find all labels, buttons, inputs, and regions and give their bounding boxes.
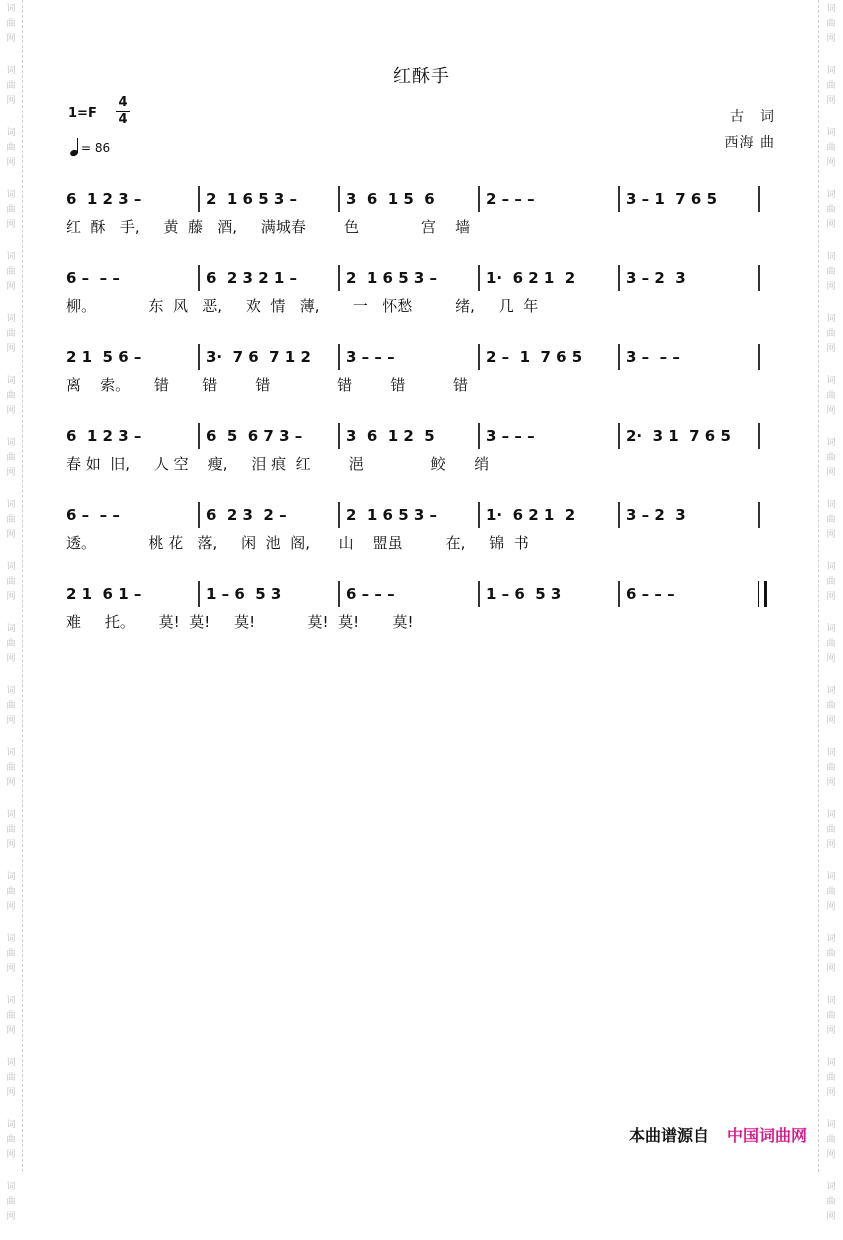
score-line — [66, 265, 778, 344]
right-watermark-strip — [818, 0, 843, 1222]
watermark-char: 网 — [826, 158, 836, 168]
watermark-block — [0, 806, 22, 868]
notes-row — [66, 502, 778, 532]
measure: 6 – – – — [626, 585, 675, 603]
watermark-char: 曲 — [826, 81, 836, 91]
watermark-char: 词 — [6, 252, 16, 262]
barline — [478, 502, 480, 528]
watermark-char: 网 — [826, 282, 836, 292]
watermark-char: 词 — [6, 686, 16, 696]
barline — [478, 581, 480, 607]
quarter-note-head — [69, 149, 79, 157]
watermark-block — [819, 0, 843, 62]
time-signature-top: 4 — [118, 95, 128, 110]
watermark-char: 网 — [6, 654, 16, 664]
barline — [338, 502, 340, 528]
watermark-block — [819, 1054, 843, 1116]
barline — [338, 581, 340, 607]
barline — [618, 502, 620, 528]
barline — [198, 423, 200, 449]
barline — [198, 186, 200, 212]
watermark-block — [819, 1116, 843, 1178]
watermark-char: 词 — [826, 1058, 836, 1068]
watermark-char: 网 — [826, 592, 836, 602]
watermark-block — [0, 992, 22, 1054]
watermark-block — [0, 682, 22, 744]
watermark-char: 曲 — [6, 1197, 16, 1207]
song-title: 红酥手 — [393, 66, 450, 87]
watermark-char: 词 — [826, 748, 836, 758]
barline — [618, 186, 620, 212]
watermark-char: 网 — [826, 778, 836, 788]
measure: 6 1 2 3 – — [66, 190, 142, 208]
watermark-char: 词 — [6, 314, 16, 324]
barline — [198, 581, 200, 607]
measure: 3 6 1 2 5 — [346, 427, 435, 445]
watermark-char: 词 — [6, 872, 16, 882]
watermark-char: 词 — [826, 934, 836, 944]
watermark-block — [819, 310, 843, 372]
watermark-char: 网 — [826, 1088, 836, 1098]
measure: 2· 3 1 7 6 5 — [626, 427, 731, 445]
watermark-char: 词 — [826, 66, 836, 76]
watermark-char: 曲 — [826, 949, 836, 959]
watermark-char: 曲 — [826, 1197, 836, 1207]
watermark-char: 网 — [6, 468, 16, 478]
watermark-char: 词 — [826, 500, 836, 510]
barline — [758, 502, 760, 528]
watermark-char: 网 — [826, 840, 836, 850]
watermark-block — [819, 620, 843, 682]
tempo-value: = 86 — [81, 141, 111, 155]
watermark-char: 曲 — [6, 639, 16, 649]
barline — [618, 581, 620, 607]
watermark-char: 词 — [826, 810, 836, 820]
watermark-char: 词 — [6, 438, 16, 448]
watermark-char: 词 — [826, 4, 836, 14]
watermark-char: 曲 — [6, 391, 16, 401]
measure: 2 1 5 6 – — [66, 348, 142, 366]
watermark-char: 曲 — [826, 1073, 836, 1083]
score-line — [66, 423, 778, 502]
watermark-char: 词 — [826, 376, 836, 386]
barline — [618, 265, 620, 291]
measure: 3 – 2 3 — [626, 506, 686, 524]
watermark-char: 网 — [826, 406, 836, 416]
measure: 1· 6 2 1 2 — [486, 269, 576, 287]
watermark-char: 词 — [826, 1120, 836, 1130]
watermark-block — [819, 558, 843, 620]
watermark-char: 曲 — [826, 205, 836, 215]
watermark-block — [0, 744, 22, 806]
barline — [478, 344, 480, 370]
watermark-char: 曲 — [6, 81, 16, 91]
watermark-block — [819, 186, 843, 248]
source-prefix: 本曲谱源自 — [628, 1126, 709, 1145]
measure: 2 1 6 5 3 – — [346, 506, 438, 524]
watermark-block — [819, 868, 843, 930]
lyrics-row: 红 酥 手, 黄 藤 酒, 满城春 色 宫 墙 — [66, 218, 471, 236]
watermark-char: 词 — [6, 934, 16, 944]
watermark-char: 曲 — [6, 577, 16, 587]
watermark-block — [0, 558, 22, 620]
score-line — [66, 344, 778, 423]
watermark-char: 曲 — [6, 1011, 16, 1021]
watermark-char: 网 — [6, 220, 16, 230]
barline — [758, 423, 760, 449]
notes-row — [66, 344, 778, 374]
watermark-char: 词 — [826, 314, 836, 324]
watermark-char: 词 — [6, 1120, 16, 1130]
watermark-char: 曲 — [826, 453, 836, 463]
watermark-block — [0, 0, 22, 62]
watermark-char: 网 — [6, 1212, 16, 1222]
watermark-char: 词 — [6, 996, 16, 1006]
measure: 6 5 6 7 3 – — [206, 427, 303, 445]
barline — [618, 423, 620, 449]
barline — [338, 423, 340, 449]
watermark-char: 曲 — [6, 515, 16, 525]
watermark-char: 词 — [826, 872, 836, 882]
watermark-char: 网 — [6, 1026, 16, 1036]
watermark-char: 网 — [826, 344, 836, 354]
credits — [725, 104, 775, 156]
watermark-char: 网 — [826, 220, 836, 230]
watermark-char: 网 — [6, 716, 16, 726]
watermark-char: 词 — [826, 1182, 836, 1192]
watermark-char: 词 — [6, 562, 16, 572]
watermark-char: 曲 — [826, 143, 836, 153]
watermark-char: 词 — [826, 996, 836, 1006]
left-watermark-strip — [0, 0, 23, 1222]
watermark-char: 词 — [826, 252, 836, 262]
watermark-block — [0, 248, 22, 310]
watermark-char: 网 — [6, 902, 16, 912]
watermark-block — [0, 1054, 22, 1116]
watermark-char: 网 — [826, 716, 836, 726]
watermark-char: 曲 — [826, 1011, 836, 1021]
measure: 6 – – – — [66, 269, 120, 287]
watermark-char: 网 — [826, 34, 836, 44]
watermark-block — [0, 1178, 22, 1240]
watermark-char: 网 — [6, 344, 16, 354]
watermark-char: 曲 — [826, 825, 836, 835]
score-line — [66, 186, 778, 265]
barline — [198, 344, 200, 370]
watermark-block — [819, 930, 843, 992]
measure: 2 1 6 1 – — [66, 585, 142, 603]
watermark-block — [819, 496, 843, 558]
watermark-char: 曲 — [6, 143, 16, 153]
watermark-char: 网 — [6, 1150, 16, 1160]
watermark-char: 曲 — [826, 763, 836, 773]
lyrics-row: 离 索。 错 错 错 错 错 错 — [66, 376, 469, 394]
watermark-char: 曲 — [6, 825, 16, 835]
watermark-block — [0, 1116, 22, 1178]
measure: 2 – – – — [486, 190, 535, 208]
watermark-char: 曲 — [826, 391, 836, 401]
barline — [758, 344, 760, 370]
watermark-char: 曲 — [6, 701, 16, 711]
watermark-char: 网 — [826, 1026, 836, 1036]
score-line — [66, 581, 778, 660]
lyrics-row: 透。 桃 花 落, 闲 池 阁, 山 盟虽 在, 锦 书 — [66, 534, 529, 552]
watermark-block — [0, 186, 22, 248]
watermark-char: 词 — [826, 438, 836, 448]
composer-credit: 西海 曲 — [724, 135, 775, 151]
watermark-char: 网 — [6, 158, 16, 168]
measure: 3 – – – — [486, 427, 535, 445]
watermark-char: 曲 — [826, 577, 836, 587]
measure: 3 – 2 3 — [626, 269, 686, 287]
watermark-char: 曲 — [826, 887, 836, 897]
watermark-char: 词 — [6, 128, 16, 138]
measure: 3 – – – — [626, 348, 680, 366]
watermark-char: 网 — [6, 840, 16, 850]
measure: 2 1 6 5 3 – — [346, 269, 438, 287]
watermark-char: 词 — [826, 624, 836, 634]
watermark-char: 词 — [826, 562, 836, 572]
measure: 2 – 1 7 6 5 — [486, 348, 583, 366]
watermark-char: 曲 — [6, 887, 16, 897]
watermark-char: 网 — [826, 1150, 836, 1160]
watermark-char: 网 — [6, 530, 16, 540]
watermark-char: 词 — [6, 810, 16, 820]
watermark-char: 曲 — [826, 19, 836, 29]
watermark-block — [819, 248, 843, 310]
watermark-char: 网 — [6, 592, 16, 602]
watermark-char: 网 — [826, 964, 836, 974]
time-signature-bottom: 4 — [118, 112, 128, 127]
watermark-block — [0, 496, 22, 558]
barline — [198, 265, 200, 291]
barline — [478, 265, 480, 291]
watermark-char: 网 — [826, 902, 836, 912]
notes-row — [66, 186, 778, 216]
measure: 6 2 3 2 – — [206, 506, 287, 524]
watermark-block — [0, 372, 22, 434]
barline — [758, 265, 760, 291]
watermark-char: 曲 — [6, 763, 16, 773]
score-body — [66, 186, 778, 660]
watermark-block — [819, 806, 843, 868]
watermark-char: 网 — [6, 964, 16, 974]
watermark-char: 词 — [6, 4, 16, 14]
watermark-block — [819, 992, 843, 1054]
watermark-char: 词 — [6, 1182, 16, 1192]
notes-row — [66, 581, 778, 611]
watermark-block — [0, 124, 22, 186]
watermark-block — [0, 930, 22, 992]
watermark-char: 曲 — [6, 453, 16, 463]
watermark-char: 词 — [6, 1058, 16, 1068]
lyrics-row: 春 如 旧, 人 空 瘦, 泪 痕 红 浥 鲛 绡 — [66, 455, 490, 473]
measure: 6 1 2 3 – — [66, 427, 142, 445]
barline — [338, 265, 340, 291]
watermark-block — [819, 744, 843, 806]
barline — [338, 186, 340, 212]
watermark-char: 词 — [6, 376, 16, 386]
watermark-char: 词 — [6, 624, 16, 634]
watermark-block — [819, 124, 843, 186]
barline — [338, 344, 340, 370]
watermark-char: 曲 — [6, 1073, 16, 1083]
barline — [758, 186, 760, 212]
measure: 1· 6 2 1 2 — [486, 506, 576, 524]
watermark-char: 曲 — [6, 329, 16, 339]
source-credit — [629, 1123, 807, 1146]
watermark-char: 曲 — [826, 1135, 836, 1145]
measure: 1 – 6 5 3 — [206, 585, 282, 603]
watermark-char: 网 — [6, 34, 16, 44]
watermark-block — [0, 310, 22, 372]
watermark-char: 网 — [6, 282, 16, 292]
watermark-char: 曲 — [826, 267, 836, 277]
watermark-char: 曲 — [826, 515, 836, 525]
source-brand-link[interactable]: 中国词曲网 — [726, 1126, 807, 1145]
watermark-char: 词 — [826, 686, 836, 696]
notes-row — [66, 265, 778, 295]
watermark-block — [819, 1178, 843, 1240]
measure: 6 2 3 2 1 – — [206, 269, 298, 287]
barline — [198, 502, 200, 528]
measure: 6 – – – — [66, 506, 120, 524]
time-signature — [116, 96, 130, 127]
watermark-block — [0, 868, 22, 930]
lyrics-row: 柳。 东 风 恶, 欢 情 薄, 一 怀愁 绪, 几 年 — [66, 297, 539, 315]
notes-row — [66, 423, 778, 453]
final-barline — [758, 581, 767, 607]
watermark-block — [819, 434, 843, 496]
watermark-block — [0, 434, 22, 496]
lyrics-row: 难 托。 莫! 莫! 莫! 莫! 莫! 莫! — [66, 613, 414, 631]
watermark-char: 词 — [6, 748, 16, 758]
watermark-char: 词 — [6, 190, 16, 200]
watermark-char: 词 — [6, 500, 16, 510]
watermark-block — [819, 372, 843, 434]
watermark-char: 曲 — [6, 1135, 16, 1145]
watermark-block — [0, 620, 22, 682]
watermark-char: 曲 — [6, 267, 16, 277]
watermark-char: 曲 — [826, 639, 836, 649]
measure: 3 – – – — [346, 348, 395, 366]
watermark-char: 曲 — [6, 205, 16, 215]
watermark-char: 曲 — [826, 329, 836, 339]
watermark-char: 曲 — [826, 701, 836, 711]
watermark-char: 网 — [6, 778, 16, 788]
watermark-char: 网 — [826, 1212, 836, 1222]
barline — [618, 344, 620, 370]
measure: 3 6 1 5 6 — [346, 190, 435, 208]
watermark-char: 网 — [6, 406, 16, 416]
measure: 2 1 6 5 3 – — [206, 190, 298, 208]
barline — [478, 423, 480, 449]
score-line — [66, 502, 778, 581]
watermark-char: 网 — [6, 1088, 16, 1098]
watermark-char: 网 — [826, 96, 836, 106]
barline — [478, 186, 480, 212]
watermark-char: 网 — [826, 530, 836, 540]
watermark-char: 网 — [826, 654, 836, 664]
lyricist-credit: 古 词 — [730, 109, 775, 125]
measure: 3· 7 6 7 1 2 — [206, 348, 311, 366]
watermark-char: 词 — [826, 128, 836, 138]
watermark-block — [819, 682, 843, 744]
watermark-char: 网 — [826, 468, 836, 478]
watermark-char: 词 — [826, 190, 836, 200]
watermark-char: 网 — [6, 96, 16, 106]
watermark-char: 曲 — [6, 949, 16, 959]
measure: 3 – 1 7 6 5 — [626, 190, 718, 208]
key-signature: 1=F — [68, 106, 97, 121]
measure: 1 – 6 5 3 — [486, 585, 562, 603]
watermark-char: 曲 — [6, 19, 16, 29]
measure: 6 – – – — [346, 585, 395, 603]
watermark-char: 词 — [6, 66, 16, 76]
